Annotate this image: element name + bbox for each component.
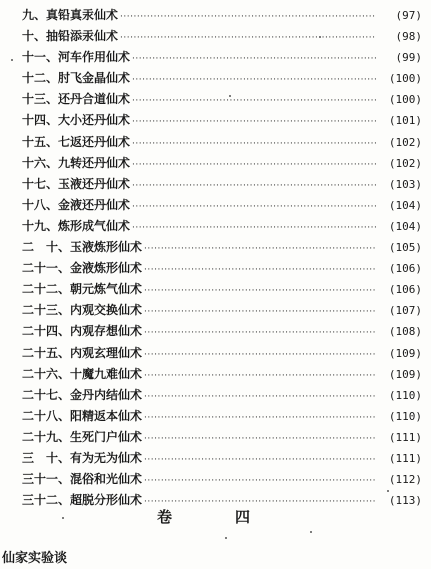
toc-dot-leader [144, 450, 376, 471]
toc-entry [22, 385, 422, 406]
toc-entry-number: 二十五、 [22, 345, 71, 360]
toc-entry-number: 十四、 [22, 113, 59, 128]
toc-entry-number: 二十八、 [22, 408, 71, 423]
toc-entry-page: (113) [388, 494, 422, 508]
toc-entry-page: (104) [388, 198, 422, 212]
toc-entry-title: 朝元炼气仙术 [70, 282, 143, 297]
toc-entry-number: 十九、 [22, 218, 59, 233]
toc-entry-title: 炼形成气仙术 [58, 218, 131, 233]
toc-entry-number: 二十九、 [22, 429, 71, 444]
volume-heading: 卷 四 [156, 508, 274, 526]
toc-dot-leader [132, 155, 376, 176]
toc-dot-leader [132, 176, 376, 197]
toc-entry [22, 321, 422, 342]
toc-entry-title: 金液还丹仙术 [58, 197, 131, 212]
toc-entry-number: 二十七、 [22, 387, 71, 402]
scan-speck [319, 36, 321, 38]
section-heading: 仙家实验谈 [2, 551, 68, 566]
toc-entry [22, 47, 422, 68]
toc-entry [22, 216, 422, 237]
toc-entry-number: 二十二、 [22, 282, 71, 297]
scan-speck [11, 59, 13, 61]
toc-entry [22, 174, 422, 195]
toc-entry-title: 还丹合道仙术 [58, 92, 131, 107]
toc-entry [22, 26, 422, 47]
toc-entry [22, 469, 422, 490]
scan-speck [229, 95, 231, 97]
toc-entry-title: 混俗和光仙术 [70, 472, 143, 487]
toc-entry [22, 195, 422, 216]
toc-entry-title: 十魔九难仙术 [70, 366, 143, 381]
toc-entry-number: 三 十、 [22, 450, 71, 465]
toc-entry-number: 十一、 [22, 50, 59, 65]
toc-entry-number: 三十二、 [22, 493, 71, 508]
toc-entry-title: 河车作用仙术 [58, 50, 131, 65]
toc-dot-leader [144, 260, 376, 281]
toc-entry-title: 肘飞金晶仙术 [58, 71, 131, 86]
toc-entry-page: (98) [395, 30, 422, 44]
toc-entry-page: (107) [388, 304, 422, 318]
toc-entry-title: 金液炼形仙术 [70, 261, 143, 276]
table-of-contents [22, 5, 422, 511]
toc-entry-title: 内观存想仙术 [70, 324, 143, 339]
toc-entry [22, 110, 422, 131]
toc-entry [22, 427, 422, 448]
toc-entry-page: (110) [388, 409, 422, 423]
toc-entry [22, 448, 422, 469]
toc-entry-title: 金丹内结仙术 [70, 387, 143, 402]
toc-entry-page: (110) [388, 388, 422, 402]
toc-entry-number: 二十四、 [22, 324, 71, 339]
toc-entry-page: (102) [388, 135, 422, 149]
toc-entry-number: 九、 [22, 8, 47, 22]
toc-entry-page: (99) [395, 51, 422, 65]
toc-entry-title: 玉液炼形仙术 [70, 240, 143, 255]
toc-entry-number: 二十一、 [22, 261, 71, 276]
toc-entry-title: 玉液还丹仙术 [58, 176, 131, 191]
toc-entry-title: 大小还丹仙术 [58, 113, 131, 128]
toc-entry-page: (101) [388, 114, 422, 128]
toc-dot-leader [120, 28, 376, 49]
toc-entry [22, 132, 422, 153]
scan-speck [225, 537, 227, 539]
toc-entry-title: 内观玄理仙术 [70, 345, 143, 360]
toc-entry-title: 内观交换仙术 [70, 303, 143, 318]
toc-entry-number: 十五、 [22, 134, 59, 149]
toc-dot-leader [132, 134, 376, 155]
toc-entry [22, 237, 422, 258]
toc-dot-leader [132, 197, 376, 218]
toc-dot-leader [132, 70, 376, 91]
toc-entry-page: (108) [388, 325, 422, 339]
toc-dot-leader [144, 323, 376, 344]
toc-dot-leader [144, 471, 376, 492]
toc-entry [22, 364, 422, 385]
toc-entry [22, 89, 422, 110]
toc-dot-leader [132, 49, 376, 70]
toc-entry-number: 二十六、 [22, 366, 71, 381]
toc-entry [22, 258, 422, 279]
toc-entry [22, 68, 422, 89]
toc-entry-number: 十三、 [22, 92, 59, 107]
toc-dot-leader [144, 239, 376, 260]
toc-entry-page: (109) [388, 346, 422, 360]
toc-entry-title: 有为无为仙术 [70, 450, 143, 465]
toc-entry-number: 二十三、 [22, 303, 71, 318]
toc-entry-number: 十六、 [22, 155, 59, 170]
toc-dot-leader [144, 302, 376, 323]
toc-entry-page: (104) [388, 219, 422, 233]
toc-entry [22, 153, 422, 174]
toc-entry-title: 九转还丹仙术 [58, 155, 131, 170]
toc-dot-leader [144, 366, 376, 387]
toc-entry-number: 十七、 [22, 176, 59, 191]
toc-dot-leader [132, 112, 376, 133]
toc-entry [22, 300, 422, 321]
toc-dot-leader [144, 429, 376, 450]
toc-entry [22, 406, 422, 427]
toc-entry-page: (100) [388, 93, 422, 107]
toc-dot-leader [144, 387, 376, 408]
toc-entry-page: (102) [388, 156, 422, 170]
toc-dot-leader [132, 91, 376, 112]
toc-entry-title: 七返还丹仙术 [58, 134, 131, 149]
toc-entry-number: 十二、 [22, 71, 59, 86]
toc-entry-title: 生死门户仙术 [70, 429, 143, 444]
toc-entry-page: (109) [388, 367, 422, 381]
toc-dot-leader [144, 345, 376, 366]
toc-entry [22, 343, 422, 364]
toc-entry-number: 十、 [22, 29, 47, 44]
toc-entry-page: (106) [388, 262, 422, 276]
toc-entry-page: (103) [388, 177, 422, 191]
scan-speck [310, 531, 312, 533]
toc-dot-leader [144, 281, 376, 302]
toc-entry-page: (112) [388, 473, 422, 487]
toc-entry-title: 真铅真汞仙术 [46, 8, 119, 22]
toc-entry-page: (106) [388, 283, 422, 297]
scan-speck [387, 490, 389, 492]
toc-dot-leader [144, 408, 376, 429]
toc-entry [22, 279, 422, 300]
toc-entry-page: (97) [395, 9, 422, 22]
toc-entry-title: 抽铅添汞仙术 [46, 29, 119, 44]
toc-entry-number: 十八、 [22, 197, 59, 212]
toc-entry-page: (105) [388, 241, 422, 255]
toc-entry-number: 二 十、 [22, 240, 71, 255]
toc-dot-leader [120, 7, 376, 28]
toc-dot-leader [132, 218, 376, 239]
toc-entry-title: 阳精返本仙术 [70, 408, 143, 423]
toc-entry-page: (111) [388, 430, 422, 444]
toc-entry-title: 超脱分形仙术 [70, 493, 143, 508]
toc-entry-number: 三十一、 [22, 472, 71, 487]
toc-entry-page: (100) [388, 72, 422, 86]
toc-entry [22, 5, 422, 26]
toc-entry-page: (111) [388, 451, 422, 465]
scan-speck [62, 517, 64, 519]
